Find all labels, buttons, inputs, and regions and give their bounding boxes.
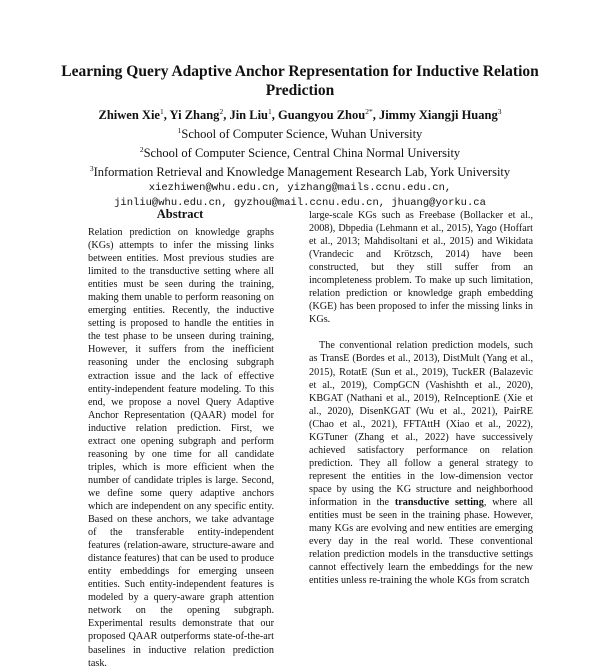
author-name: Yi Zhang	[169, 108, 220, 123]
affiliation-sup: 1	[177, 126, 182, 136]
affiliation-text: Information Retrieval and Knowledge Management Research Lab, York University	[93, 165, 511, 180]
intro-text: , where all entities must be seen in the training phase. However, many KGs are evolving and new entities are emerging every day in the real world. These conventional relation prediction models in the transductive settings cannot effectively learn the embeddings for the new entities unless re-training the whole KGs from scratch	[309, 496, 533, 587]
author-sup: 2	[219, 107, 224, 116]
affiliation	[40, 161, 560, 180]
affiliation-sup: 2	[139, 145, 144, 155]
email-line: jinliu@whu.edu.cn, gyzhou@mail.ccnu.edu.cn, jhuang@yorku.ca	[114, 196, 486, 209]
author-sup: 1	[159, 107, 164, 116]
affiliation-text: School of Computer Science, Wuhan University	[181, 127, 423, 142]
abstract-heading: Abstract	[156, 207, 204, 221]
intro-text: The conventional relation prediction models, such as TransE (Bordes et al., 2013), DistMult (Yang et al., 2015), RotatE (Sun et al., 2019), TuckER (Balazevic et al., 2019), CompGCN (Vashishth et al., 2020), KBGAT (Nathani et al., 2019), ReInceptionE (Xie et al., 2020), DisenKGAT (Wu et al., 2021), PairRE (Chao et al., 2021), FFTAttH (Xiao et al., 2022), KGTuner (Zhang et al., 2022) have successively achieved satisfactory performance on relation prediction. They all follow a general strategy to represent the entities in the low-dimension vector space by using the KG structure and neighborhood information in the	[309, 340, 533, 508]
email-line: xiezhiwen@whu.edu.cn, yizhang@mails.ccnu.edu.cn,	[148, 181, 452, 194]
affiliation-sup: 3	[89, 164, 94, 174]
affiliation-text: School of Computer Science, Central China Normal University	[143, 146, 461, 161]
intro-paragraph	[309, 339, 533, 587]
author-list: Zhiwen Xie$^1$, Yi Zhang$^2$, Jin Liu$^1$, Guangyou Zhou$^{2*}$, Jimmy Xiangji Huang$^3$	[98, 107, 502, 123]
abstract-text: Relation prediction on knowledge graphs (KGs) attempts to infer the missing links between entities. Most previous studies are limited to the transductive setting where all entities must be seen during the training, making them unable to perform reasoning on emerging entities. Recently, the inductive setting is proposed to handle the entities in the test phase to be unseen during training, However, it suffers from the inefficient reasoning under the enclosing subgraph extraction issue and the lack of effective entity-independent feature modeling. To this end, we propose a novel Query Adaptive Anchor Representation (QAAR) model for inductive relation prediction. First, we extract one opening subgraph and perform reasoning by one time for all candidate triples, which is more efficient when the number of candidate triples is large. Second, we define some query adaptive anchors which are independent on any specific entity. Based on these anchors, we take advantage of the transferable entity-independent features (relation-aware, structure-aware and distance features) that can be used to produce entity embeddings for emerging unseen entities. Such entity-independent features is modeled by a query-aware graph attention network on the opening subgraph. Experimental results demonstrate that our proposed QAAR outperforms state-of-the-art baselines in inductive relation prediction task.	[88, 227, 274, 669]
affiliation	[40, 142, 560, 161]
paper-title: Learning Query Adaptive Anchor Representation for Inductive Relation Prediction	[61, 63, 539, 99]
intro-paragraph: large-scale KGs such as Freebase (Bollacker et al., 2008), Dbpedia (Lehmann et al., 2015), Yago (Hoffart et al., 2013; Mahdisoltani et al., 2015) and Wikidata (Vrandecic and Krötzsch, 2014) have been constructed, but they still suffer from an incompleteness problem. To make up such limitation, relation prediction or knowledge graph embedding (KGE) has been proposed to infer the missing links in KGs.	[309, 210, 533, 326]
author-sup: 1	[268, 107, 272, 116]
author-block	[40, 104, 560, 211]
author-name: Zhiwen Xie	[98, 108, 160, 123]
intro-emphasis: transductive setting	[394, 496, 484, 508]
author-sup: 2*	[365, 107, 373, 116]
abstract-column	[88, 226, 274, 670]
author-sup: 3	[497, 107, 502, 116]
intro-column	[309, 209, 533, 587]
affiliation	[40, 123, 560, 142]
author-name: Jin Liu	[229, 108, 268, 123]
author-name: Jimmy Xiangji Huang	[378, 108, 498, 123]
author-name: Guangyou Zhou	[278, 108, 366, 123]
